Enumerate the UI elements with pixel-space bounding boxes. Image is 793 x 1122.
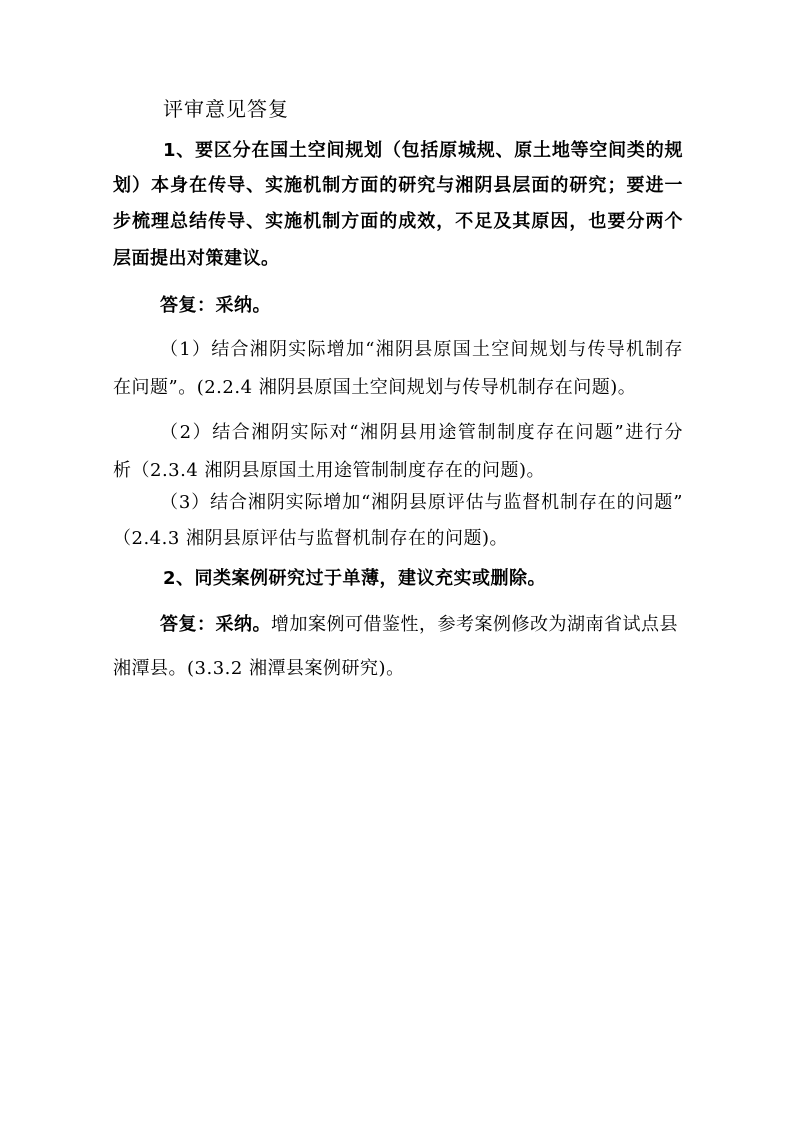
point1-line2: 在问题”。(2.2.4 湘阴县原国土空间规划与传导机制存在问题)。 bbox=[113, 377, 637, 398]
point2-line2: 析（2.3.4 湘阴县原国土用途管制制度存在的问题)。 bbox=[113, 460, 546, 481]
item2-reply-text: 增加案例可借鉴性，参考案例修改为湖南省试点县 bbox=[271, 614, 678, 635]
item1-line2: 划）本身在传导、实施机制方面的研究与湘阴县层面的研究；要进一 bbox=[113, 175, 683, 196]
item2-reply-line1 bbox=[160, 613, 678, 637]
item1-line1: 1、要区分在国土空间规划（包括原城规、原土地等空间类的规 bbox=[163, 140, 683, 161]
item2-heading: 2、同类案例研究过于单薄，建议充实或删除。 bbox=[163, 568, 547, 589]
item1-line3: 步梳理总结传导、实施机制方面的成效，不足及其原因，也要分两个 bbox=[113, 211, 683, 232]
item1-line4: 层面提出对策建议。 bbox=[113, 248, 280, 269]
point2-line1: （2）结合湘阴实际对“湘阴县用途管制制度存在问题”进行分 bbox=[160, 422, 683, 443]
point3-line2: （2.4.3 湘阴县原评估与监督机制存在的问题)。 bbox=[113, 528, 509, 549]
item1-reply: 答复：采纳。 bbox=[160, 295, 271, 316]
document-title: 评审意见答复 bbox=[163, 97, 289, 121]
item2-reply-label: 答复：采纳。 bbox=[160, 614, 271, 635]
point3-line1: （3）结合湘阴实际增加“湘阴县原评估与监督机制存在的问题” bbox=[160, 492, 683, 513]
point1-line1: （1）结合湘阴实际增加“湘阴县原国土空间规划与传导机制存 bbox=[160, 339, 683, 360]
item2-reply-line2: 湘潭县。(3.3.2 湘潭县案例研究)。 bbox=[113, 658, 405, 679]
